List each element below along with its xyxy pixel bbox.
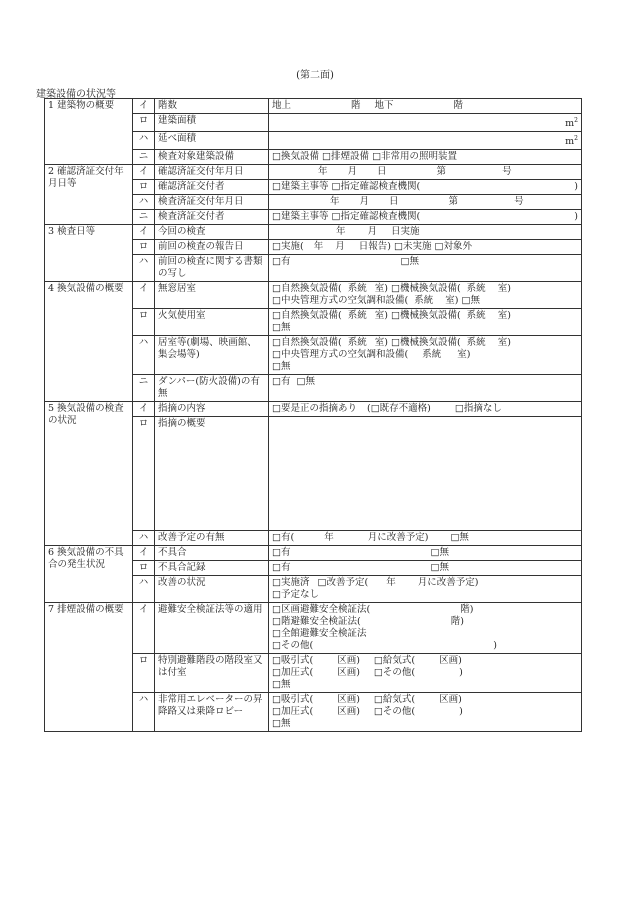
total-floor-area-field[interactable]: [269, 132, 582, 150]
s4-ha-label: 居室等(劇場、映画館、集会場等): [155, 336, 269, 375]
checkbox-pressure[interactable]: [272, 667, 281, 678]
area-unit: $m^2$: [565, 117, 578, 130]
assembly-room-options: □ 自然換気設備( 系統 室) □ 機械換気設備( 系統 室) □ 中央管理方式の空気調和設備( 系統 室) □ 無: [269, 336, 582, 375]
elevator-smoke-options: □ 吸引式( 区画)□ 給気式( 区画) □ 加圧式( 区画)□ その他( ) □ 無: [269, 693, 582, 732]
page-label: (第二面): [296, 70, 334, 81]
inspection-date-field[interactable]: 年 月 日 第 号: [269, 195, 582, 210]
s5-ro-mark: ロ: [133, 417, 155, 531]
s1-floors-field[interactable]: [269, 99, 582, 114]
s7-ha-mark: ハ: [133, 693, 155, 732]
table-row: [45, 282, 582, 309]
s3-ro-mark: ロ: [133, 240, 155, 255]
s5-i-mark: イ: [133, 402, 155, 417]
s4-ro-label: 火気使用室: [155, 309, 269, 336]
current-inspection-field[interactable]: 年 月 日実施: [269, 225, 582, 240]
defect-record-options: □ 有□ 無: [269, 561, 582, 576]
s1-i-mark: イ: [133, 99, 155, 114]
s3-i-mark: イ: [133, 225, 155, 240]
checkbox-central[interactable]: [272, 295, 281, 306]
s7-ha-label: 非常用エレベーターの昇降路又は乗降ロビー: [155, 693, 269, 732]
checkbox-zone[interactable]: [272, 604, 281, 615]
previous-docs-options: □ 有□ 無: [269, 255, 582, 282]
checkbox-mechanical[interactable]: [391, 310, 400, 321]
s4-ro-mark: ロ: [133, 309, 155, 336]
checkbox-done[interactable]: [272, 241, 281, 252]
checkbox-yes[interactable]: [272, 532, 281, 543]
floor-unit: 階: [351, 100, 361, 111]
s7-ro-mark: ロ: [133, 654, 155, 693]
s6-ro-label: 不具合記録: [155, 561, 269, 576]
table-row: [45, 603, 582, 654]
table-row: [45, 99, 582, 114]
equipment-status-table: [44, 98, 582, 732]
checkbox-mechanical[interactable]: [391, 337, 400, 348]
s5-ro-label: 指摘の概要: [155, 417, 269, 531]
floor-unit-2: 階: [453, 100, 464, 111]
s1-title: 1 建築物の概要: [45, 99, 133, 165]
checkbox-other[interactable]: [374, 667, 383, 678]
s3-ro-label: 前回の検査の報告日: [155, 240, 269, 255]
s1-ni-label: 検査対象建築設備: [155, 150, 269, 165]
findings-options: □ 要是正の指摘あり (□既存不適格)□ 指摘なし: [269, 402, 582, 417]
confirmation-issuer-options: □ 建築主事等 □ 指定確認検査機関( ): [269, 180, 582, 195]
s2-i-mark: イ: [133, 165, 155, 180]
s4-ni-mark: ニ: [133, 375, 155, 402]
checkbox-central[interactable]: [272, 349, 281, 360]
s2-ro-label: 確認済証交付者: [155, 180, 269, 195]
checkbox-supply[interactable]: [374, 694, 383, 705]
s3-i-label: 今回の検査: [155, 225, 269, 240]
s4-i-label: 無窓居室: [155, 282, 269, 309]
findings-summary-field[interactable]: [269, 417, 582, 531]
s2-ha-mark: ハ: [133, 195, 155, 210]
checkbox-vent[interactable]: [272, 151, 281, 162]
table-row: [45, 402, 582, 417]
checkbox-na[interactable]: [435, 241, 444, 252]
s1-ni-mark: ニ: [133, 150, 155, 165]
s1-ha-mark: ハ: [133, 132, 155, 150]
s4-i-mark: イ: [133, 282, 155, 309]
table-row: [45, 225, 582, 240]
checkbox-agency[interactable]: [332, 211, 341, 222]
checkbox-yes[interactable]: [272, 256, 281, 267]
checkbox-done[interactable]: [272, 577, 281, 588]
s4-title: 4 換気設備の概要: [45, 282, 133, 402]
fire-room-options: □ 自然換気設備( 系統 室) □ 機械換気設備( 系統 室) □ 無: [269, 309, 582, 336]
checkbox-correction[interactable]: [272, 403, 281, 414]
floors-below-label: 地下: [374, 100, 394, 111]
defect-options: □ 有□ 無: [269, 546, 582, 561]
s7-ro-label: 特別避難階段の階段室又は付室: [155, 654, 269, 693]
target-equipment-options: □ 換気設備 □ 排煙設備 □ 非常用の照明装置: [269, 150, 582, 165]
previous-report-options: □ 実施( 年 月 日報告) □ 未実施 □ 対象外: [269, 240, 582, 255]
s2-title: 2 確認済証交付年月日等: [45, 165, 133, 225]
s1-i-label: 階数: [155, 99, 269, 114]
checkbox-mechanical[interactable]: [391, 283, 400, 294]
inspection-issuer-options: □ 建築主事等 □ 指定確認検査機関( ): [269, 210, 582, 225]
s5-title: 5 換気設備の検査の状況: [45, 402, 133, 546]
s7-title: 7 排煙設備の概要: [45, 603, 133, 732]
s6-ha-label: 改善の状況: [155, 576, 269, 603]
checkbox-floor[interactable]: [272, 616, 281, 627]
s6-i-label: 不具合: [155, 546, 269, 561]
table-row: [45, 546, 582, 561]
s5-ha-mark: ハ: [133, 531, 155, 546]
section-title: 建築設備の状況等: [36, 89, 116, 100]
s3-title: 3 検査日等: [45, 225, 133, 282]
checkbox-no-issue[interactable]: [455, 403, 464, 414]
s6-title: 6 換気設備の不具合の発生状況: [45, 546, 133, 603]
s4-ni-label: ダンパー(防火設備)の有無: [155, 375, 269, 402]
checkbox-none[interactable]: [272, 679, 281, 690]
s7-i-label: 避難安全検証法等の適用: [155, 603, 269, 654]
checkbox-none[interactable]: [272, 322, 281, 333]
s2-ha-label: 検査済証交付年月日: [155, 195, 269, 210]
improvement-plan-options: □ 有( 年 月に改善予定)□ 無: [269, 531, 582, 546]
checkbox-smoke[interactable]: [322, 151, 331, 162]
checkbox-natural[interactable]: [272, 283, 281, 294]
checkbox-suction[interactable]: [272, 655, 281, 666]
s7-i-mark: イ: [133, 603, 155, 654]
checkbox-natural[interactable]: [272, 337, 281, 348]
s5-ha-label: 改善予定の有無: [155, 531, 269, 546]
building-area-field[interactable]: [269, 114, 582, 132]
checkbox-natural[interactable]: [272, 310, 281, 321]
stair-smoke-options: □ 吸引式( 区画)□ 給気式( 区画) □ 加圧式( 区画)□ その他( ) □ 無: [269, 654, 582, 693]
windowless-room-options: □ 自然換気設備( 系統 室) □ 機械換気設備( 系統 室) □ 中央管理方式の空気調和設備( 系統 室) □ 無: [269, 282, 582, 309]
checkbox-building[interactable]: [272, 628, 281, 639]
s2-ni-label: 検査済証交付者: [155, 210, 269, 225]
s3-ha-mark: ハ: [133, 255, 155, 282]
s4-ha-mark: ハ: [133, 336, 155, 375]
s1-ha-label: 延べ面積: [155, 132, 269, 150]
checkbox-yes[interactable]: [272, 547, 281, 558]
s1-ro-label: 建築面積: [155, 114, 269, 132]
s5-i-label: 指摘の内容: [155, 402, 269, 417]
s6-ha-mark: ハ: [133, 576, 155, 603]
checkbox-other[interactable]: [272, 640, 281, 651]
damper-options: □ 有□ 無: [269, 375, 582, 402]
s3-ha-label: 前回の検査に関する書類の写し: [155, 255, 269, 282]
checkbox-official[interactable]: [272, 211, 281, 222]
checkbox-none[interactable]: [272, 718, 281, 729]
checkbox-agency[interactable]: [332, 181, 341, 192]
confirmation-date-field[interactable]: 年 月 日 第 号: [269, 165, 582, 180]
checkbox-other[interactable]: [374, 706, 383, 717]
floors-above-label: 地上: [272, 100, 292, 111]
safety-method-options: □ 区画避難安全検証法( 階) □ 階避難安全検証法( 階) □ 全館避難安全検証法 □ その他( ): [269, 603, 582, 654]
table-row: [45, 165, 582, 180]
checkbox-none[interactable]: [272, 361, 281, 372]
s2-i-label: 確認済証交付年月日: [155, 165, 269, 180]
checkbox-pressure[interactable]: [272, 706, 281, 717]
s2-ni-mark: ニ: [133, 210, 155, 225]
checkbox-official[interactable]: [272, 181, 281, 192]
checkbox-emergency-light[interactable]: [372, 151, 381, 162]
s6-i-mark: イ: [133, 546, 155, 561]
checkbox-supply[interactable]: [374, 655, 383, 666]
s2-ro-mark: ロ: [133, 180, 155, 195]
s6-ro-mark: ロ: [133, 561, 155, 576]
checkbox-yes[interactable]: [272, 376, 281, 387]
improvement-status-options: □ 実施済□ 改善予定( 年 月に改善予定) □ 予定なし: [269, 576, 582, 603]
checkbox-no-plan[interactable]: [272, 589, 281, 600]
checkbox-yes[interactable]: [272, 562, 281, 573]
checkbox-not-done[interactable]: [394, 241, 403, 252]
area-unit: $m^2$: [565, 135, 578, 148]
checkbox-suction[interactable]: [272, 694, 281, 705]
s1-ro-mark: ロ: [133, 114, 155, 132]
